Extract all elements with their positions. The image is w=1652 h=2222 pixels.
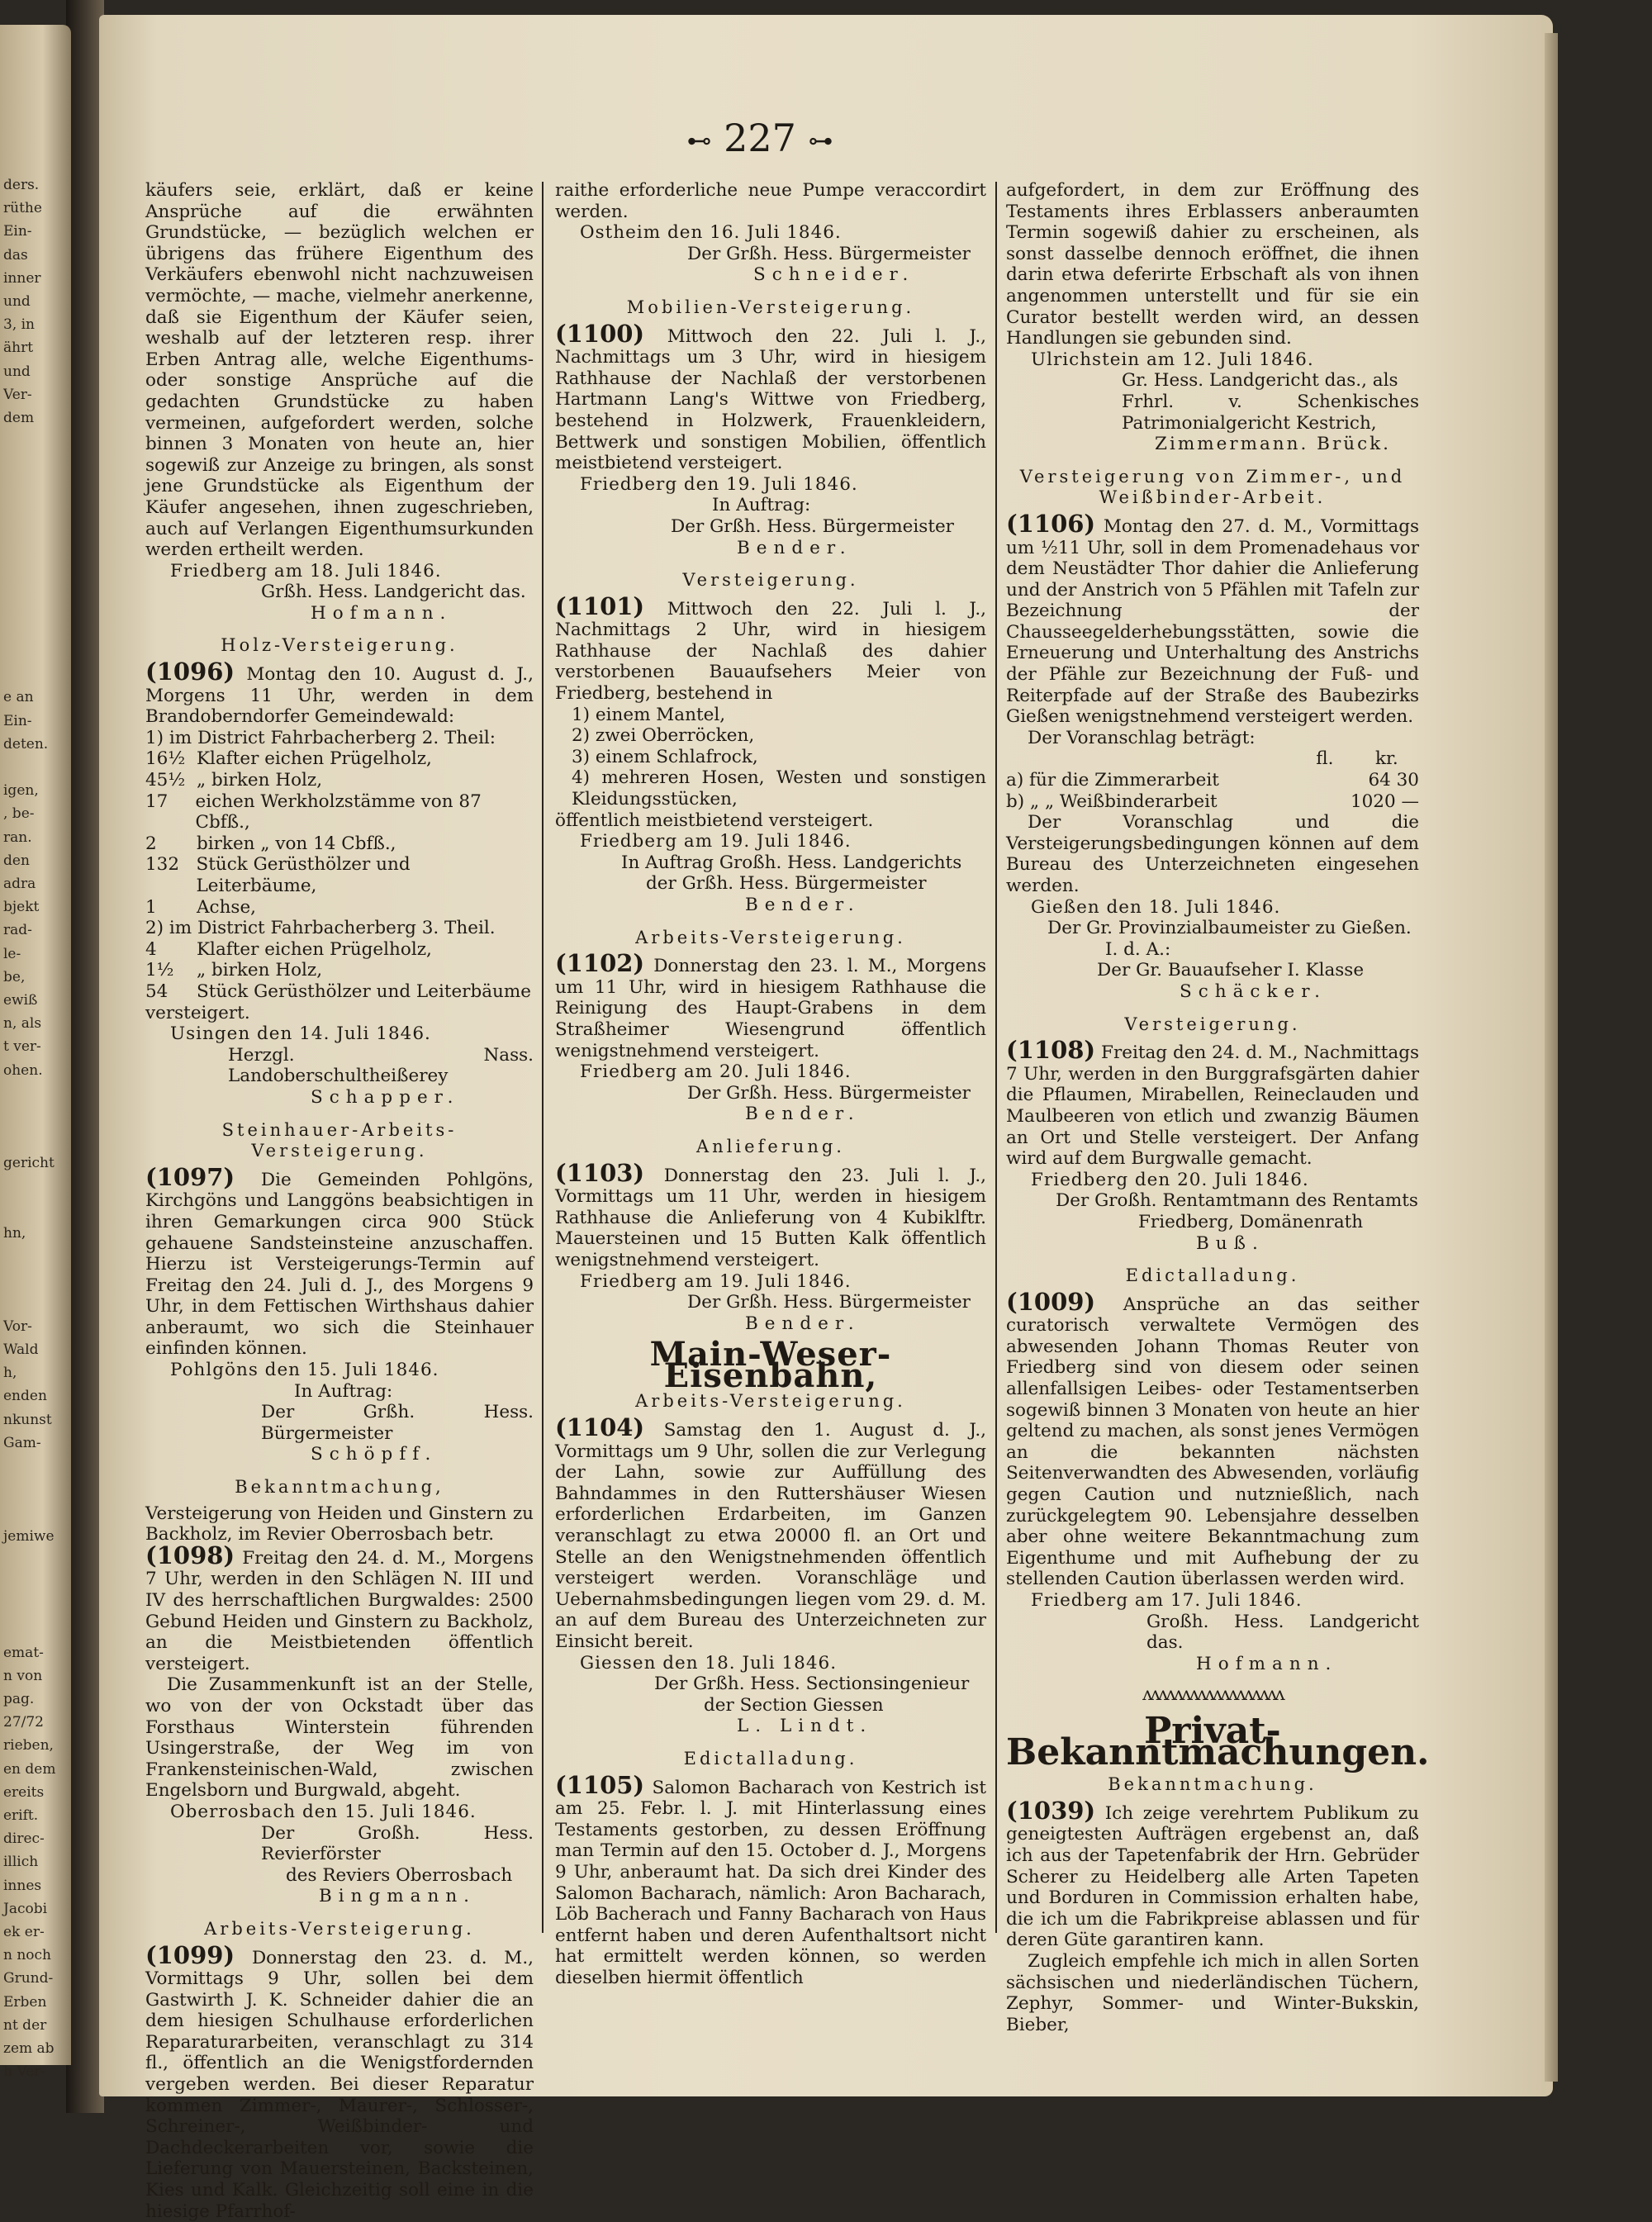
notice-text: Ansprüche an das seither curatorisch verwaltete Vermögen des abwesenden Johann Thomas Reuter von Friedberg sind von diesem oder seinen allenfallsigen Leibes- oder Testamentserben sogewiß binnen 3 Monaten von heute an hier geltend zu machen, als sonst jenes Vermögen an die bekannten nächsten Seitenverwandten des Abwesenden, vorläufig gegen Caution und nutznießlich, nach zurückgelegtem 90. Lebensjahre desselben aber ohne weitere Bekanntmachung zum Eigenthume und mit Aufhebung der zu stellenden Caution überlassen werden wird. xyxy=(1006,1294,1419,1590)
notice-text: Samstag den 1. August d. J., Vormittags um 9 Uhr, sollen die zur Verlegung der Lahn, sowie zur Auffüllung des Bahndammes in den Ruttershäuser Wiesen erforderlichen Erdarbeiten, im Ganzen veranschlagt zu etwa 20000 fl. an Ort und Stelle an den Wenigstnehmenden öffentlich versteigert werden. Voranschläge und Uebernahmsbedingungen liegen vom 29. d. M. an auf dem Bureau des Unterzeichneten zur Einsicht bereit. xyxy=(555,1420,986,1652)
signature: Herzgl. Nass. Landoberschultheißerey xyxy=(145,1045,534,1087)
left-page-fragment: h, xyxy=(3,1361,17,1384)
notice-text: versteigert. xyxy=(145,1003,534,1024)
section-heading: Versteigerung. xyxy=(555,570,986,591)
signature: Der Grßh. Hess. Bürgermeister xyxy=(555,1292,986,1313)
lot-description: Achse, xyxy=(197,897,256,919)
left-page-fragment: ran. xyxy=(3,826,32,849)
column-1 xyxy=(145,180,534,2222)
lot-description: Klafter eichen Prügelholz, xyxy=(197,939,432,961)
signature: Der Gr. Bauaufseher I. Klasse xyxy=(1006,960,1419,981)
signature-name: Bender. xyxy=(555,1104,986,1125)
left-page-fragment: nt der xyxy=(3,2014,46,2037)
left-page-fragment: Erben xyxy=(3,1991,46,2014)
left-page-fragment: Ver- xyxy=(3,383,32,406)
signature: Großh. Hess. Landgericht das. xyxy=(1006,1612,1419,1654)
signature: der Section Giessen xyxy=(555,1695,986,1716)
left-page-fragment: emat- xyxy=(3,1641,44,1664)
lot-description: eichen Werkholzstämme von 87 Cbfß., xyxy=(196,791,534,833)
place-date: Pohlgöns den 15. Juli 1846. xyxy=(145,1360,534,1381)
signature-name: Bender. xyxy=(555,895,986,916)
lot-quantity: 16½ xyxy=(145,748,197,770)
place-date: Friedberg am 19. Juli 1846. xyxy=(555,831,986,852)
paragraph: aufgefordert, in dem zur Eröffnung des Testaments ihres Erblassers anberaumten Termin sogewiß dahier zu erscheinen, als sonst dasselbe dennoch eröffnet, die ihnen darin etwa deferirte Erbschaft als von ihnen angenommen unterstellt und für sie ein Curator bestellt werden wird, an dessen Handlungen sie gebunden sind. xyxy=(1006,180,1419,349)
left-page-fragment: jemiwe xyxy=(3,1525,55,1548)
section-heading: Steinhauer-Arbeits-Versteigerung. xyxy=(145,1120,534,1162)
notice-number: (1106) xyxy=(1006,510,1095,538)
left-page-fragment: 27/72 xyxy=(3,1711,44,1734)
lot-row xyxy=(145,960,534,981)
paragraph: Die Zusammenkunft ist an der Stelle, wo von der von Ockstadt über das Forsthaus Winterstein führenden Usingerstraße, der Weg im von Frankensteinischen-Wald, zwischen Engelsborn und Burgwald, abgeht. xyxy=(145,1674,534,1802)
cost-value: 64 30 xyxy=(1368,770,1419,791)
lot-quantity: 17 xyxy=(145,791,196,833)
lot-list xyxy=(145,939,534,1003)
place-date: Friedberg am 18. Juli 1846. xyxy=(145,561,534,582)
place-date: Giessen den 18. Juli 1846. xyxy=(555,1653,986,1674)
left-page-fragment: erift. xyxy=(3,1804,38,1827)
signature: In Auftrag: xyxy=(555,495,986,516)
left-page-fragment: ohen. xyxy=(3,1059,43,1082)
lot-quantity: 45½ xyxy=(145,770,197,791)
left-page-fragment: und xyxy=(3,360,31,383)
cost-label: a) für die Zimmerarbeit xyxy=(1006,770,1219,791)
left-page-fragment: dem xyxy=(3,406,34,430)
notice-1099 xyxy=(145,1945,534,2222)
notice-number: (1101) xyxy=(555,592,644,620)
decorative-rule: ʌʌʌʌʌʌʌʌʌʌʌʌʌʌʌʌʌʌ xyxy=(1006,1684,1419,1706)
left-page-fragment: deten. xyxy=(3,733,48,756)
signature: Der Grßh. Hess. Bürgermeister xyxy=(555,516,986,538)
signature: Der Grßh. Hess. Bürgermeister xyxy=(145,1402,534,1444)
left-page-fragment: pag. xyxy=(3,1688,34,1711)
notice-number: (1100) xyxy=(555,320,644,348)
notice-text: Der Voranschlag und die Versteigerungsbedingungen können auf dem Bureau des Unterzeichneten eingesehen werden. xyxy=(1006,812,1419,896)
left-page-fragment: rüthe xyxy=(3,197,42,220)
place-date: Ulrichstein am 12. Juli 1846. xyxy=(1006,349,1419,371)
lot-quantity: 1 xyxy=(145,897,197,919)
signature-name: Zimmermann. Brück. xyxy=(1006,434,1419,455)
cost-label: b) „ „ Weißbinderarbeit xyxy=(1006,791,1218,813)
lot-row xyxy=(145,981,534,1003)
place-date: Friedberg den 20. Juli 1846. xyxy=(1006,1170,1419,1191)
left-page-fragment: inner xyxy=(3,267,41,290)
notice-1105 xyxy=(555,1775,986,1989)
left-page-fragment: le- xyxy=(3,942,21,966)
lot-list xyxy=(145,748,534,918)
place-date: Friedberg am 17. Juli 1846. xyxy=(1006,1590,1419,1612)
ornament-left: ⊷ xyxy=(686,127,711,156)
signature: I. d. A.: xyxy=(1006,939,1419,961)
lot-description: Klafter eichen Prügelholz, xyxy=(197,748,432,770)
left-page-fragment: be, xyxy=(3,966,25,989)
left-page-fragment: Jacobi xyxy=(3,1897,47,1921)
cost-row xyxy=(1006,770,1419,791)
left-page-fragment: Ein- xyxy=(3,220,32,243)
signature-name: Hofmann. xyxy=(145,603,534,624)
district-heading: 2) im District Fahrbacherberg 3. Theil. xyxy=(145,918,534,939)
notice-number: (1105) xyxy=(555,1771,644,1799)
left-page-fragment: ährt xyxy=(3,336,33,359)
notice-number: (1096) xyxy=(145,658,235,686)
signature: In Auftrag: xyxy=(145,1381,534,1403)
private-notices-heading: Privat-Bekanntmachungen. xyxy=(1006,1721,1419,1763)
notice-text: Die Gemeinden Pohlgöns, Kirchgöns und Langgöns beabsichtigen in ihren Gemarkungen circa 900 Stück gehauene Sandsteinsteine anzuschaffen. Hierzu ist Versteigerungs-Termin auf Freitag den 24. Juli d. J., des Morgens 9 Uhr, in dem Fettischen Wirthshaus dahier anberaumt, wo sich die Steinhauer einfinden können. xyxy=(145,1170,534,1360)
lot-quantity: 54 xyxy=(145,981,197,1003)
lot-row xyxy=(145,770,534,791)
lot-description: Stück Gerüsthölzer und Leiterbäume xyxy=(197,981,531,1003)
signature: des Reviers Oberrosbach xyxy=(145,1865,534,1887)
lot-description: Stück Gerüsthölzer und Leiterbäume, xyxy=(197,854,534,896)
left-page-fragment: illich xyxy=(3,1850,38,1873)
notice-1009 xyxy=(1006,1292,1419,1590)
left-page-fragment: 3, in xyxy=(3,313,35,336)
left-page-fragment: rieben, xyxy=(3,1734,54,1757)
list-item: 4) mehreren Hosen, Westen und sonstigen Kleidungsstücken, xyxy=(555,767,986,810)
signature-name: Buß. xyxy=(1006,1233,1419,1255)
signature: Der Großh. Hess. Revierförster xyxy=(145,1823,534,1865)
place-date: Friedberg den 19. Juli 1846. xyxy=(555,474,986,496)
signature: Der Grßh. Hess. Sectionsingenieur xyxy=(555,1674,986,1695)
signature: Der Großh. Rentamtmann des Rentamts xyxy=(1006,1190,1419,1212)
cost-row xyxy=(1006,791,1419,813)
lot-quantity: 1½ xyxy=(145,960,197,981)
place-date: Gießen den 18. Juli 1846. xyxy=(1006,897,1419,919)
section-heading: Versteigerung. xyxy=(1006,1014,1419,1036)
column-divider xyxy=(542,182,544,1933)
notice-1101 xyxy=(555,596,986,705)
left-page-fragment: Grund- xyxy=(3,1967,53,1990)
notice-text: Mittwoch den 22. Juli l. J., Nachmittags 2 Uhr, wird in hiesigem Rathhause der Nachlaß des dahier verstorbenen Bauaufsehers Meier von Friedberg, bestehend in xyxy=(555,599,986,704)
left-page-fragment: adra xyxy=(3,872,36,895)
notice-1039 xyxy=(1006,1801,1419,1951)
left-page-fragment: e an xyxy=(3,686,34,709)
lot-quantity: 2 xyxy=(145,833,197,855)
column-3 xyxy=(1006,180,1419,2035)
notice-text: öffentlich meistbietend versteigert. xyxy=(555,810,986,832)
lot-quantity: 132 xyxy=(145,854,197,896)
list-item: 2) zwei Oberröcken, xyxy=(555,725,986,747)
signature: Friedberg, Domänenrath xyxy=(1006,1212,1419,1233)
section-heading: Bekanntmachung. xyxy=(1006,1774,1419,1796)
signature: Gr. Hess. Landgericht das., als xyxy=(1006,370,1419,392)
notice-text: Donnerstag den 23. Juli l. J., Vormittags um 11 Uhr, werden in hiesigem Rathhause die Anlieferung von 4 Kubiklftr. Mauersteinen und 15 Butten Kalk öffentlich wenigstnehmend versteigert. xyxy=(555,1166,986,1270)
left-page-fragment: Wald xyxy=(3,1338,38,1361)
signature: Der Grßh. Hess. Bürgermeister xyxy=(555,244,986,265)
left-page-fragment: rad- xyxy=(3,919,32,942)
lot-description: „ birken Holz, xyxy=(197,960,322,981)
section-heading: Anlieferung. xyxy=(555,1137,986,1158)
notice-1096 xyxy=(145,662,534,728)
left-page-edge xyxy=(0,25,71,2065)
signature: In Auftrag Großh. Hess. Landgerichts xyxy=(555,852,986,874)
left-page-fragment: hn, xyxy=(3,1222,26,1245)
left-page-fragment: h Ver- xyxy=(3,2060,45,2083)
left-page-fragment: zem ab xyxy=(3,2037,55,2060)
left-page-fragment: das xyxy=(3,244,28,267)
signature-name: Bender. xyxy=(555,538,986,559)
lot-row xyxy=(145,897,534,919)
signature-name: Bingmann. xyxy=(145,1886,534,1907)
notice-number: (1009) xyxy=(1006,1288,1095,1316)
list-item: 3) einem Schlafrock, xyxy=(555,747,986,768)
signature: Der Gr. Provinzialbaumeister zu Gießen. xyxy=(1006,918,1419,939)
place-date: Ostheim den 16. Juli 1846. xyxy=(555,222,986,244)
left-page-fragment: und xyxy=(3,290,31,313)
left-page-fragment: den xyxy=(3,849,30,872)
paragraph: raithe erforderliche neue Pumpe veraccordirt werden. xyxy=(555,180,986,222)
signature-name: Schöpff. xyxy=(145,1444,534,1465)
left-page-fragment: enden xyxy=(3,1384,47,1408)
notice-1100 xyxy=(555,324,986,474)
section-heading: Arbeits-Versteigerung. xyxy=(555,928,986,949)
notice-1103 xyxy=(555,1163,986,1271)
left-page-fragment: n, als xyxy=(3,1012,41,1035)
notice-text: Donnerstag den 23. l. M., Morgens um 11 Uhr, wird in hiesigem Rathhause die Reinigung des Haupt-Grabens in dem Straßheimer Wiesengrund öffentlich wenigstnehmend versteigert. xyxy=(555,956,986,1061)
section-heading: Versteigerung von Zimmer-, und Weißbinder-Arbeit. xyxy=(1006,467,1419,509)
section-heading: Bekanntmachung, xyxy=(145,1477,534,1498)
notice-number: (1098) xyxy=(145,1541,235,1569)
cost-value: 1020 — xyxy=(1351,791,1419,813)
section-heading: Arbeits-Versteigerung. xyxy=(145,1919,534,1940)
section-heading: Edictalladung. xyxy=(555,1749,986,1770)
notice-text: Der Voranschlag beträgt: xyxy=(1006,728,1419,749)
signature: der Grßh. Hess. Bürgermeister xyxy=(555,873,986,895)
column-divider xyxy=(995,182,997,1933)
section-heading: Mobilien-Versteigerung. xyxy=(555,297,986,319)
signature-name: Bender. xyxy=(555,1313,986,1335)
left-page-fragment: Ein- xyxy=(3,710,32,733)
left-page-fragment: bjekt xyxy=(3,895,39,919)
left-page-fragment: ders. xyxy=(3,173,39,197)
notice-number: (1104) xyxy=(555,1413,644,1441)
place-date: Oberrosbach den 15. Juli 1846. xyxy=(145,1802,534,1823)
lot-row xyxy=(145,854,534,896)
left-page-fragment: direc- xyxy=(3,1827,45,1850)
lot-description: „ birken Holz, xyxy=(197,770,322,791)
notice-text: Ich zeige verehrtem Publikum zu geneigtesten Aufträgen ergebenst an, daß ich aus der Tapetenfabrik der Hrn. Gebrüder Scherer zu Heidelberg alle Arten Tapeten und Borduren in Commission erhalten habe, die ich um die Fabrikpreise ablassen und für deren Güte garantiren kann. xyxy=(1006,1803,1419,1951)
page-edge xyxy=(1545,33,1558,2082)
left-page-fragment: innes xyxy=(3,1874,41,1897)
notice-text: Montag den 27. d. M., Vormittags um ½11 Uhr, soll in dem Promenadehaus vor dem Neustädter Thor dahier die Anlieferung und der Anstrich von 5 Pfählen mit Tafeln zur Bezeichnung der Chausseegelderhebungsstätten, sowie die Erneuerung und Unterhaltung des Anstrichs der Pfähle zur Bezeichnung der Fuß- und Reiterpfade auf der Straße des Baubezirks Gießen wenigstnehmend versteigert werden. xyxy=(1006,516,1419,727)
notice-number: (1103) xyxy=(555,1159,644,1187)
left-page-fragment: Gam- xyxy=(3,1431,41,1455)
lot-description: birken „ von 14 Cbfß., xyxy=(197,833,396,855)
left-page-fragment: nkunst xyxy=(3,1408,52,1431)
left-page-fragment: igen, xyxy=(3,779,39,802)
lot-row xyxy=(145,791,534,833)
place-date: Friedberg am 20. Juli 1846. xyxy=(555,1061,986,1083)
left-page-fragment: en dem xyxy=(3,1758,55,1781)
place-date: Friedberg am 19. Juli 1846. xyxy=(555,1271,986,1293)
notice-text: Freitag den 24. d. M., Morgens 7 Uhr, werden in den Schlägen N. III und IV des herrschaftlichen Burgwaldes: 2500 Gebund Heiden und Ginstern zu Backholz, an die Meistbietenden öffentlich versteigert. xyxy=(145,1548,534,1674)
page-header xyxy=(628,116,892,165)
signature-name: Schapper. xyxy=(145,1087,534,1109)
signature-name: Schäcker. xyxy=(1006,981,1419,1003)
subheading: Versteigerung von Heiden und Ginstern zu Backholz, im Revier Oberrosbach betr. xyxy=(145,1503,534,1545)
lot-row xyxy=(145,939,534,961)
section-heading: Edictalladung. xyxy=(1006,1265,1419,1287)
ornament-right: ⊶ xyxy=(809,127,833,156)
section-heading: Holz-Versteigerung. xyxy=(145,635,534,657)
currency-fl: fl. xyxy=(1316,748,1333,770)
left-page-fragment: ewiß xyxy=(3,989,37,1012)
signature-name: Schneider. xyxy=(555,264,986,286)
currency-kr: kr. xyxy=(1375,748,1398,770)
notice-1106 xyxy=(1006,514,1419,728)
column-2 xyxy=(555,180,986,1989)
notice-1104 xyxy=(555,1417,986,1653)
item-list xyxy=(555,705,986,810)
notice-text: Salomon Bacharach von Kestrich ist am 25. Febr. l. J. mit Hinterlassung eines Testaments gestorben, zu dessen Eröffnung man Termin auf den 15. October d. J., Morgens 9 Uhr, anberaumt hat. Da sich drei Kinder des Salomon Bacharach, nämlich: Aron Bacharach, Löb Bacherach und Fanny Bacharach von Haus entfernt haben und deren Aufenthaltsort nicht hat ermittelt werden können, so werden dieselben hiermit öffentlich xyxy=(555,1778,986,1988)
notice-1097 xyxy=(145,1167,534,1360)
notice-text: Mittwoch den 22. Juli l. J., Nachmittags um 3 Uhr, wird in hiesigem Rathhause der Nachlaß der verstorbenen Hartmann Lang's Wittwe von Friedberg, bestehend in Holzwerk, Frauenkleidern, Bettwerk und sonstigen Mobilien, öffentlich meistbietend versteigert. xyxy=(555,326,986,474)
notice-number: (1097) xyxy=(145,1163,235,1191)
place-date: Usingen den 14. Juli 1846. xyxy=(145,1023,534,1045)
cost-table-header xyxy=(1006,748,1419,770)
left-page-fragment: t ver- xyxy=(3,1035,41,1058)
notice-1102 xyxy=(555,953,986,1061)
left-page-fragment: n von xyxy=(3,1664,42,1688)
list-item: 1) einem Mantel, xyxy=(555,705,986,726)
lot-row xyxy=(145,748,534,770)
signature: Grßh. Hess. Landgericht das. xyxy=(145,582,534,603)
paragraph: käufers seie, erklärt, daß er keine Ansprüche auf die erwähnten Grundstücke, — bezüglich welchen er übrigens das frühere Eigenthum des Verkäufers ebenwohl nicht nachzuweisen vermöchte, — mache, vielmehr anerkenne, daß sie Eigenthum der Käufer seien, weshalb auf der letzteren resp. ihrer Erben Antrag alle, welche Eigenthums- oder sonstige Ansprüche auf die gedachten Grundstücke zu haben vermeinen, aufgefordert werden, solche binnen 3 Monaten von heute an, hier sogewiß zur Anzeige zu bringen, als sonst jene Grundstücke als Eigenthum der Käufer angesehen, ihnen zugeschrieben, auch auf Verlangen Eigenthumsurkunden werden ertheilt werden. xyxy=(145,180,534,561)
lot-row xyxy=(145,833,534,855)
page-number: 227 xyxy=(724,116,796,160)
lot-quantity: 4 xyxy=(145,939,197,961)
left-page-fragment: n noch xyxy=(3,1944,51,1967)
signature: Frhrl. v. Schenkisches Patrimonialgericht Kestrich, xyxy=(1006,392,1419,434)
district-heading: 1) im District Fahrbacherberg 2. Theil: xyxy=(145,728,534,749)
paragraph: Zugleich empfehle ich mich in allen Sorten sächsischen und niederländischen Tüchern, Zephyr, Sommer- und Winter-Bukskin, Bieber, xyxy=(1006,1951,1419,2035)
signature: Der Grßh. Hess. Bürgermeister xyxy=(555,1083,986,1104)
notice-text: Montag den 10. August d. J., Morgens 11 Uhr, werden in dem Brandoberndorfer Gemeindewald: xyxy=(145,664,534,727)
left-page-fragment: ereits xyxy=(3,1781,44,1804)
notice-text: Donnerstag den 23. d. M., Vormittags 9 Uhr, sollen bei dem Gastwirth J. K. Schneider dahier die an dem hiesigen Schulhause erforderlichen Reparaturarbeiten, veranschlagt zu 314 fl., öffentlich an die Wenigstfordernden vergeben werden. Bei dieser Reparatur kommen Zimmer-, Maurer-, Schlosser-, Schreiner-, Weißbinder- und Dachdeckerarbeiten vor, sowie die Lieferung von Mauersteinen, Backsteinen, Kies und Kalk. Gleichzeitig soll eine in die hiesige Pfarrhof- xyxy=(145,1948,534,2222)
section-heading: Arbeits-Versteigerung. xyxy=(555,1391,986,1412)
left-page-fragment: gericht xyxy=(3,1151,55,1175)
left-page-fragment: ek er- xyxy=(3,1921,45,1944)
left-page-fragment: , be- xyxy=(3,802,35,825)
notice-number: (1102) xyxy=(555,949,644,977)
signature-name: Hofmann. xyxy=(1006,1654,1419,1675)
notice-number: (1108) xyxy=(1006,1036,1095,1064)
left-page-fragment: Vor- xyxy=(3,1315,32,1338)
signature-name: L. Lindt. xyxy=(555,1716,986,1737)
notice-number: (1099) xyxy=(145,1941,235,1969)
railway-heading: Main-Weser-Eisenbahn, xyxy=(555,1344,986,1386)
notice-1108 xyxy=(1006,1040,1419,1170)
notice-1098 xyxy=(145,1545,534,1675)
notice-number: (1039) xyxy=(1006,1797,1095,1825)
notice-text: Freitag den 24. d. M., Nachmittags 7 Uhr, werden in den Burggrafsgärten dahier die Pflaumen, Mirabellen, Reineclauden und Maulbeeren von etlich und zwanzig Bäumen an Ort und Stelle versteigert. Der Anfang wird auf dem Burgwalle gemacht. xyxy=(1006,1042,1419,1169)
